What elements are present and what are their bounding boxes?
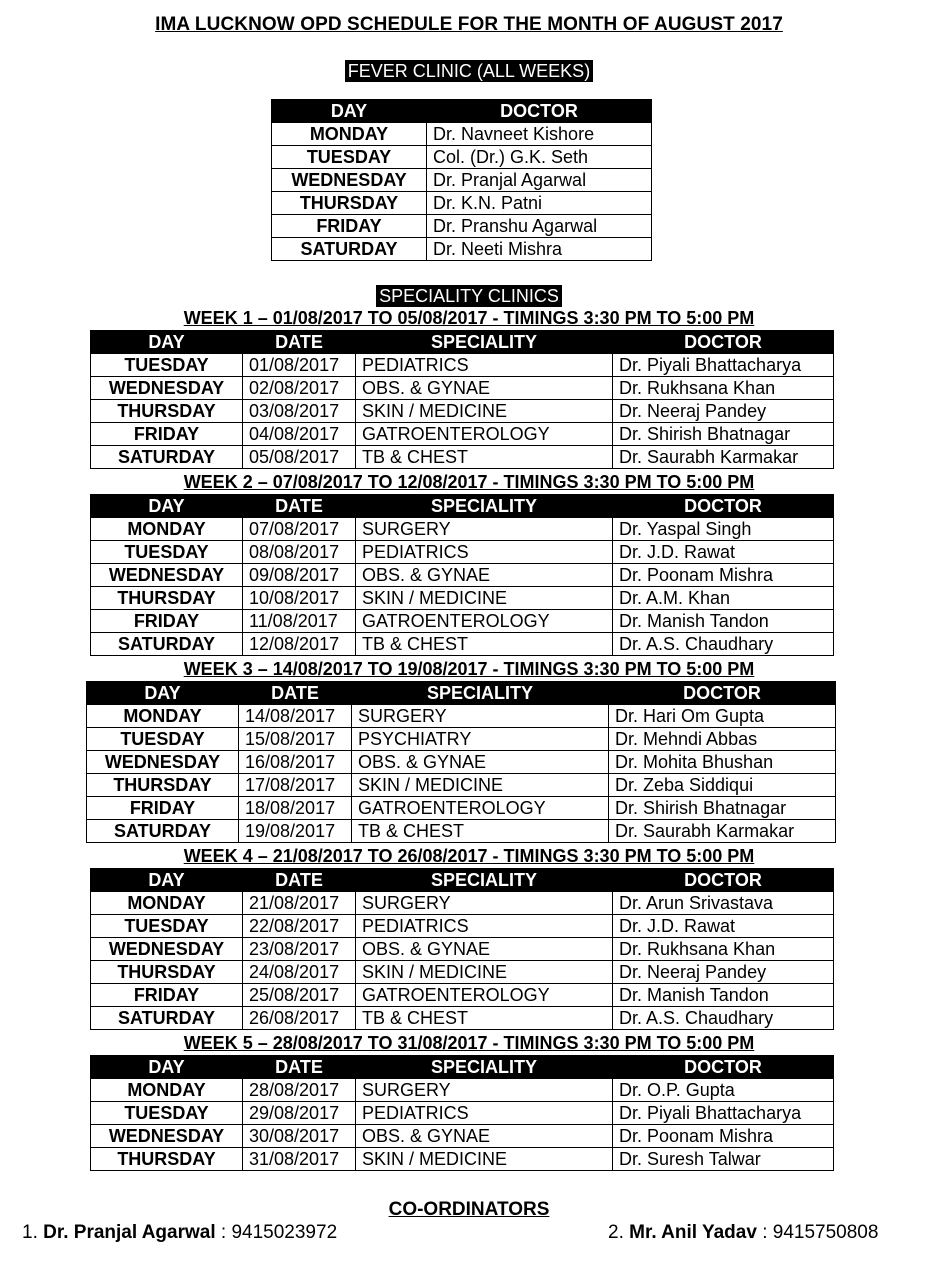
day-cell: THURSDAY bbox=[91, 400, 243, 423]
fever-clinic-heading: FEVER CLINIC (ALL WEEKS) bbox=[345, 60, 593, 82]
header-speciality: SPECIALITY bbox=[356, 495, 613, 518]
speciality-cell: OBS. & GYNAE bbox=[356, 564, 613, 587]
week-title: WEEK 2 – 07/08/2017 TO 12/08/2017 - TIMINGS 3:30 PM TO 5:00 PM bbox=[183, 472, 755, 492]
date-cell: 26/08/2017 bbox=[243, 1007, 356, 1030]
coordinator-2 bbox=[608, 1222, 878, 1244]
table-row bbox=[272, 169, 652, 192]
date-cell: 09/08/2017 bbox=[243, 564, 356, 587]
fever-clinic-table bbox=[271, 99, 652, 261]
doctor-cell: Dr. O.P. Gupta bbox=[613, 1079, 834, 1102]
doctor-cell: Dr. Neeraj Pandey bbox=[613, 961, 834, 984]
day-cell: TUESDAY bbox=[91, 915, 243, 938]
week-title: WEEK 4 – 21/08/2017 TO 26/08/2017 - TIMINGS 3:30 PM TO 5:00 PM bbox=[183, 846, 755, 866]
speciality-cell: TB & CHEST bbox=[356, 446, 613, 469]
day-cell: SATURDAY bbox=[272, 238, 427, 261]
table-row bbox=[91, 915, 834, 938]
day-cell: FRIDAY bbox=[91, 610, 243, 633]
speciality-cell: TB & CHEST bbox=[356, 1007, 613, 1030]
speciality-cell: GATROENTEROLOGY bbox=[356, 423, 613, 446]
header-doctor: DOCTOR bbox=[613, 869, 834, 892]
header-day: DAY bbox=[91, 1056, 243, 1079]
speciality-cell: SKIN / MEDICINE bbox=[356, 587, 613, 610]
doctor-cell: Dr. Rukhsana Khan bbox=[613, 938, 834, 961]
date-cell: 23/08/2017 bbox=[243, 938, 356, 961]
coordinators-heading: CO-ORDINATORS bbox=[388, 1199, 550, 1220]
doctor-cell: Dr. Poonam Mishra bbox=[613, 564, 834, 587]
table-row bbox=[91, 1125, 834, 1148]
header-day: DAY bbox=[87, 682, 239, 705]
doctor-cell: Dr. K.N. Patni bbox=[427, 192, 652, 215]
week-table bbox=[90, 1055, 834, 1171]
day-cell: MONDAY bbox=[272, 123, 427, 146]
day-cell: WEDNESDAY bbox=[87, 751, 239, 774]
day-cell: SATURDAY bbox=[91, 1007, 243, 1030]
header-date: DATE bbox=[243, 495, 356, 518]
doctor-cell: Dr. A.S. Chaudhary bbox=[613, 633, 834, 656]
header-date: DATE bbox=[243, 331, 356, 354]
speciality-cell: PEDIATRICS bbox=[356, 541, 613, 564]
table-row bbox=[91, 587, 834, 610]
speciality-cell: SKIN / MEDICINE bbox=[352, 774, 609, 797]
doctor-cell: Dr. A.M. Khan bbox=[613, 587, 834, 610]
table-header-row bbox=[91, 1056, 834, 1079]
speciality-cell: SKIN / MEDICINE bbox=[356, 1148, 613, 1171]
date-cell: 16/08/2017 bbox=[239, 751, 352, 774]
date-cell: 24/08/2017 bbox=[243, 961, 356, 984]
coordinator-phone: : 9415023972 bbox=[220, 1222, 338, 1243]
day-cell: WEDNESDAY bbox=[91, 564, 243, 587]
speciality-heading-wrap bbox=[0, 285, 938, 307]
table-row bbox=[91, 892, 834, 915]
header-speciality: SPECIALITY bbox=[356, 869, 613, 892]
header-day: DAY bbox=[91, 869, 243, 892]
table-row bbox=[87, 751, 836, 774]
date-cell: 22/08/2017 bbox=[243, 915, 356, 938]
day-cell: MONDAY bbox=[91, 1079, 243, 1102]
table-header-row bbox=[272, 100, 652, 123]
day-cell: TUESDAY bbox=[91, 1102, 243, 1125]
date-cell: 07/08/2017 bbox=[243, 518, 356, 541]
speciality-cell: GATROENTEROLOGY bbox=[356, 984, 613, 1007]
day-cell: TUESDAY bbox=[91, 541, 243, 564]
week-table bbox=[86, 681, 836, 843]
day-cell: MONDAY bbox=[87, 705, 239, 728]
date-cell: 17/08/2017 bbox=[239, 774, 352, 797]
table-row bbox=[272, 238, 652, 261]
doctor-cell: Dr. Hari Om Gupta bbox=[609, 705, 836, 728]
table-row bbox=[91, 633, 834, 656]
speciality-cell: SKIN / MEDICINE bbox=[356, 400, 613, 423]
doctor-cell: Dr. Mehndi Abbas bbox=[609, 728, 836, 751]
table-row bbox=[272, 146, 652, 169]
header-doctor: DOCTOR bbox=[613, 495, 834, 518]
doctor-cell: Dr. Neeti Mishra bbox=[427, 238, 652, 261]
table-row bbox=[91, 938, 834, 961]
date-cell: 10/08/2017 bbox=[243, 587, 356, 610]
date-cell: 29/08/2017 bbox=[243, 1102, 356, 1125]
date-cell: 25/08/2017 bbox=[243, 984, 356, 1007]
doctor-cell: Dr. Saurabh Karmakar bbox=[613, 446, 834, 469]
table-row bbox=[91, 1007, 834, 1030]
day-cell: SATURDAY bbox=[91, 446, 243, 469]
date-cell: 12/08/2017 bbox=[243, 633, 356, 656]
table-row bbox=[91, 961, 834, 984]
week-table bbox=[90, 330, 834, 469]
week-table bbox=[90, 868, 834, 1030]
doctor-cell: Dr. Shirish Bhatnagar bbox=[613, 423, 834, 446]
day-cell: MONDAY bbox=[91, 892, 243, 915]
header-date: DATE bbox=[243, 1056, 356, 1079]
doctor-cell: Dr. Saurabh Karmakar bbox=[609, 820, 836, 843]
speciality-cell: OBS. & GYNAE bbox=[356, 377, 613, 400]
doctor-cell: Dr. Manish Tandon bbox=[613, 610, 834, 633]
speciality-cell: GATROENTEROLOGY bbox=[356, 610, 613, 633]
header-speciality: SPECIALITY bbox=[352, 682, 609, 705]
speciality-cell: SURGERY bbox=[356, 892, 613, 915]
speciality-cell: OBS. & GYNAE bbox=[352, 751, 609, 774]
table-header-row bbox=[87, 682, 836, 705]
day-cell: THURSDAY bbox=[91, 587, 243, 610]
table-row bbox=[91, 1079, 834, 1102]
table-header-row bbox=[91, 495, 834, 518]
doctor-cell: Dr. Poonam Mishra bbox=[613, 1125, 834, 1148]
table-row bbox=[91, 610, 834, 633]
week-table bbox=[90, 494, 834, 656]
doctor-cell: Dr. Piyali Bhattacharya bbox=[613, 1102, 834, 1125]
coordinator-phone: : 9415750808 bbox=[762, 1222, 879, 1243]
date-cell: 18/08/2017 bbox=[239, 797, 352, 820]
speciality-cell: PEDIATRICS bbox=[356, 915, 613, 938]
day-cell: WEDNESDAY bbox=[91, 1125, 243, 1148]
table-row bbox=[91, 564, 834, 587]
speciality-heading: SPECIALITY CLINICS bbox=[376, 285, 562, 307]
date-cell: 05/08/2017 bbox=[243, 446, 356, 469]
doctor-cell: Dr. Arun Srivastava bbox=[613, 892, 834, 915]
day-cell: MONDAY bbox=[91, 518, 243, 541]
coordinator-num: 1. bbox=[22, 1222, 38, 1243]
speciality-cell: PEDIATRICS bbox=[356, 354, 613, 377]
coordinator-num: 2. bbox=[608, 1222, 624, 1243]
doctor-cell: Dr. Navneet Kishore bbox=[427, 123, 652, 146]
speciality-cell: PEDIATRICS bbox=[356, 1102, 613, 1125]
date-cell: 04/08/2017 bbox=[243, 423, 356, 446]
table-row bbox=[91, 354, 834, 377]
doctor-cell: Dr. J.D. Rawat bbox=[613, 915, 834, 938]
header-day: DAY bbox=[91, 495, 243, 518]
speciality-cell: TB & CHEST bbox=[352, 820, 609, 843]
speciality-cell: PSYCHIATRY bbox=[352, 728, 609, 751]
table-row bbox=[87, 774, 836, 797]
doctor-cell: Dr. Zeba Siddiqui bbox=[609, 774, 836, 797]
date-cell: 19/08/2017 bbox=[239, 820, 352, 843]
header-speciality: SPECIALITY bbox=[356, 331, 613, 354]
header-doctor: DOCTOR bbox=[613, 1056, 834, 1079]
day-cell: FRIDAY bbox=[91, 423, 243, 446]
header-speciality: SPECIALITY bbox=[356, 1056, 613, 1079]
table-row bbox=[91, 518, 834, 541]
table-row bbox=[272, 192, 652, 215]
week-title: WEEK 5 – 28/08/2017 TO 31/08/2017 - TIMINGS 3:30 PM TO 5:00 PM bbox=[183, 1033, 755, 1053]
day-cell: TUESDAY bbox=[91, 354, 243, 377]
table-row bbox=[91, 984, 834, 1007]
date-cell: 03/08/2017 bbox=[243, 400, 356, 423]
header-doctor: DOCTOR bbox=[613, 331, 834, 354]
doctor-cell: Dr. Manish Tandon bbox=[613, 984, 834, 1007]
table-row bbox=[91, 377, 834, 400]
day-cell: THURSDAY bbox=[87, 774, 239, 797]
speciality-cell: OBS. & GYNAE bbox=[356, 1125, 613, 1148]
speciality-cell: SURGERY bbox=[356, 1079, 613, 1102]
doctor-cell: Dr. Pranjal Agarwal bbox=[427, 169, 652, 192]
table-row bbox=[91, 541, 834, 564]
date-cell: 08/08/2017 bbox=[243, 541, 356, 564]
day-cell: TUESDAY bbox=[272, 146, 427, 169]
table-header-row bbox=[91, 331, 834, 354]
page-title: IMA LUCKNOW OPD SCHEDULE FOR THE MONTH OF AUGUST 2017 bbox=[155, 14, 783, 35]
header-date: DATE bbox=[239, 682, 352, 705]
table-row bbox=[91, 1102, 834, 1125]
doctor-cell: Dr. Mohita Bhushan bbox=[609, 751, 836, 774]
day-cell: FRIDAY bbox=[87, 797, 239, 820]
header-day: DAY bbox=[91, 331, 243, 354]
speciality-cell: SURGERY bbox=[352, 705, 609, 728]
day-cell: THURSDAY bbox=[91, 1148, 243, 1171]
speciality-cell: OBS. & GYNAE bbox=[356, 938, 613, 961]
date-cell: 14/08/2017 bbox=[239, 705, 352, 728]
week-title: WEEK 1 – 01/08/2017 TO 05/08/2017 - TIMINGS 3:30 PM TO 5:00 PM bbox=[183, 308, 755, 328]
table-row bbox=[87, 728, 836, 751]
doctor-cell: Dr. A.S. Chaudhary bbox=[613, 1007, 834, 1030]
header-doctor: DOCTOR bbox=[609, 682, 836, 705]
table-row bbox=[87, 705, 836, 728]
day-cell: FRIDAY bbox=[272, 215, 427, 238]
doctor-cell: Dr. Yaspal Singh bbox=[613, 518, 834, 541]
day-cell: SATURDAY bbox=[91, 633, 243, 656]
date-cell: 15/08/2017 bbox=[239, 728, 352, 751]
table-row bbox=[91, 423, 834, 446]
date-cell: 30/08/2017 bbox=[243, 1125, 356, 1148]
day-cell: WEDNESDAY bbox=[272, 169, 427, 192]
week-title: WEEK 3 – 14/08/2017 TO 19/08/2017 - TIMINGS 3:30 PM TO 5:00 PM bbox=[183, 659, 755, 679]
day-cell: THURSDAY bbox=[272, 192, 427, 215]
speciality-cell: SKIN / MEDICINE bbox=[356, 961, 613, 984]
header-day: DAY bbox=[272, 100, 427, 123]
day-cell: WEDNESDAY bbox=[91, 938, 243, 961]
day-cell: TUESDAY bbox=[87, 728, 239, 751]
date-cell: 21/08/2017 bbox=[243, 892, 356, 915]
fever-clinic-heading-wrap bbox=[0, 60, 938, 82]
date-cell: 02/08/2017 bbox=[243, 377, 356, 400]
day-cell: WEDNESDAY bbox=[91, 377, 243, 400]
day-cell: FRIDAY bbox=[91, 984, 243, 1007]
speciality-cell: TB & CHEST bbox=[356, 633, 613, 656]
date-cell: 01/08/2017 bbox=[243, 354, 356, 377]
speciality-cell: SURGERY bbox=[356, 518, 613, 541]
table-row bbox=[272, 215, 652, 238]
doctor-cell: Dr. Suresh Talwar bbox=[613, 1148, 834, 1171]
table-row bbox=[87, 820, 836, 843]
day-cell: SATURDAY bbox=[87, 820, 239, 843]
header-date: DATE bbox=[243, 869, 356, 892]
speciality-cell: GATROENTEROLOGY bbox=[352, 797, 609, 820]
doctor-cell: Dr. J.D. Rawat bbox=[613, 541, 834, 564]
table-row bbox=[91, 1148, 834, 1171]
doctor-cell: Dr. Piyali Bhattacharya bbox=[613, 354, 834, 377]
date-cell: 31/08/2017 bbox=[243, 1148, 356, 1171]
doctor-cell: Dr. Pranshu Agarwal bbox=[427, 215, 652, 238]
table-row bbox=[272, 123, 652, 146]
doctor-cell: Dr. Neeraj Pandey bbox=[613, 400, 834, 423]
table-row bbox=[87, 797, 836, 820]
doctor-cell: Dr. Shirish Bhatnagar bbox=[609, 797, 836, 820]
coordinator-name: Mr. Anil Yadav bbox=[629, 1222, 757, 1243]
table-row bbox=[91, 446, 834, 469]
date-cell: 28/08/2017 bbox=[243, 1079, 356, 1102]
table-row bbox=[91, 400, 834, 423]
table-header-row bbox=[91, 869, 834, 892]
coordinator-1 bbox=[22, 1222, 337, 1244]
day-cell: THURSDAY bbox=[91, 961, 243, 984]
date-cell: 11/08/2017 bbox=[243, 610, 356, 633]
coordinator-name: Dr. Pranjal Agarwal bbox=[43, 1222, 216, 1243]
doctor-cell: Dr. Rukhsana Khan bbox=[613, 377, 834, 400]
header-doctor: DOCTOR bbox=[427, 100, 652, 123]
doctor-cell: Col. (Dr.) G.K. Seth bbox=[427, 146, 652, 169]
